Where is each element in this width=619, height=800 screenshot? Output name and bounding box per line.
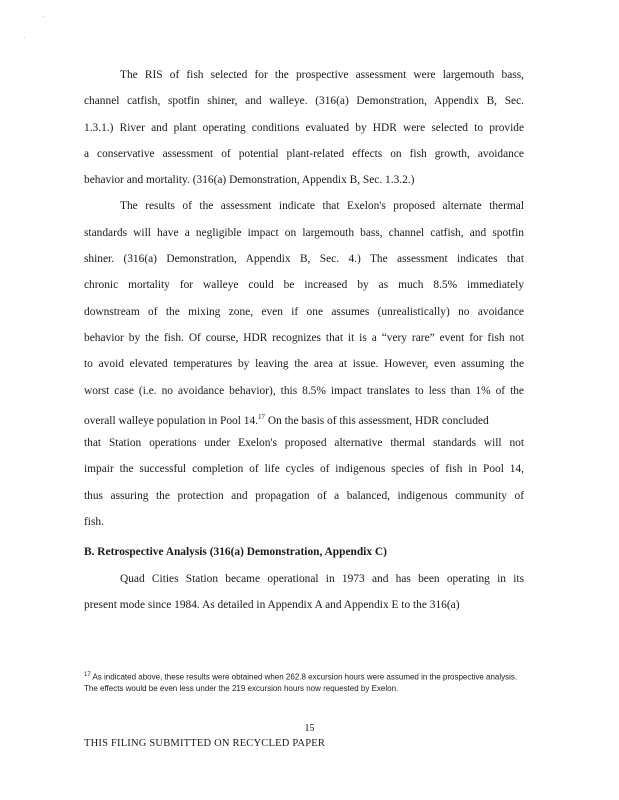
scan-mark: ·	[42, 14, 44, 20]
body-text	[84, 62, 524, 618]
p1-line: channel catfish, spotfin shiner, and walleye. (316(a) Demonstration, Appendix B, Sec.	[84, 95, 524, 108]
p2-line: that Station operations under Exelon's proposed alternative thermal standards will not	[84, 437, 524, 450]
page-number: 15	[304, 723, 315, 734]
p2-line: worst case (i.e. no avoidance behavior), this 8.5% impact translates to less than 1% of the	[84, 384, 524, 397]
p1-line: a conservative assessment of potential plant-related effects on fish growth, avoidance	[84, 147, 524, 160]
footer-note: THIS FILING SUBMITTED ON RECYCLED PAPER	[84, 738, 326, 749]
footnote-ref: 17	[258, 412, 265, 421]
footnote	[84, 670, 524, 694]
p2-line: standards will have a negligible impact on largemouth bass, channel catfish, and spotfin	[84, 226, 524, 239]
section-heading: B. Retrospective Analysis (316(a) Demonstration, Appendix C)	[84, 546, 387, 559]
p1-line: behavior and mortality. (316(a) Demonstration, Appendix B, Sec. 1.3.2.)	[84, 174, 415, 187]
p3-line: present mode since 1984. As detailed in Appendix A and Appendix E to the 316(a)	[84, 598, 460, 611]
p2-text-after-note: On the basis of this assessment, HDR concluded	[265, 414, 489, 427]
p2-line: The results of the assessment indicate that Exelon's proposed alternate thermal	[120, 200, 524, 213]
p2-line: impair the successful completion of life cycles of indigenous species of fish in Pool 14,	[84, 463, 524, 476]
p2-line: to avoid elevated temperatures by leaving the area at issue. However, even assuming the	[84, 358, 524, 371]
p2-line: fish.	[84, 516, 104, 529]
p3-line: Quad Cities Station became operational in 1973 and has been operating in its	[120, 572, 524, 585]
p2-line-with-note	[84, 404, 524, 430]
footnote-text: As indicated above, these results were obtained when 262.8 excursion hours were assumed in the prospective analysis. The effects would be even less under the 219 excursion hours now requested by Exelon.	[84, 672, 518, 693]
p2-line: shiner. (316(a) Demonstration, Appendix B, Sec. 4.) The assessment indicates that	[84, 253, 524, 266]
p2-text-before-note: overall walleye population in Pool 14.	[84, 414, 258, 427]
p1-line: The RIS of fish selected for the prospective assessment were largemouth bass,	[120, 69, 524, 81]
p2-line: chronic mortality for walleye could be increased by as much 8.5% immediately	[84, 279, 524, 292]
footnote-marker: 17	[84, 672, 91, 678]
p2-line: thus assuring the protection and propagation of a balanced, indigenous community of	[84, 489, 524, 502]
scan-mark-margin: .	[24, 34, 26, 40]
p1-line: 1.3.1.) River and plant operating conditions evaluated by HDR were selected to provide	[84, 121, 524, 134]
p2-line: downstream of the mixing zone, even if one assumes (unrealistically) no avoidance	[84, 305, 524, 318]
p2-line: behavior by the fish. Of course, HDR recognizes that it is a “very rare” event for fish not	[84, 331, 524, 344]
